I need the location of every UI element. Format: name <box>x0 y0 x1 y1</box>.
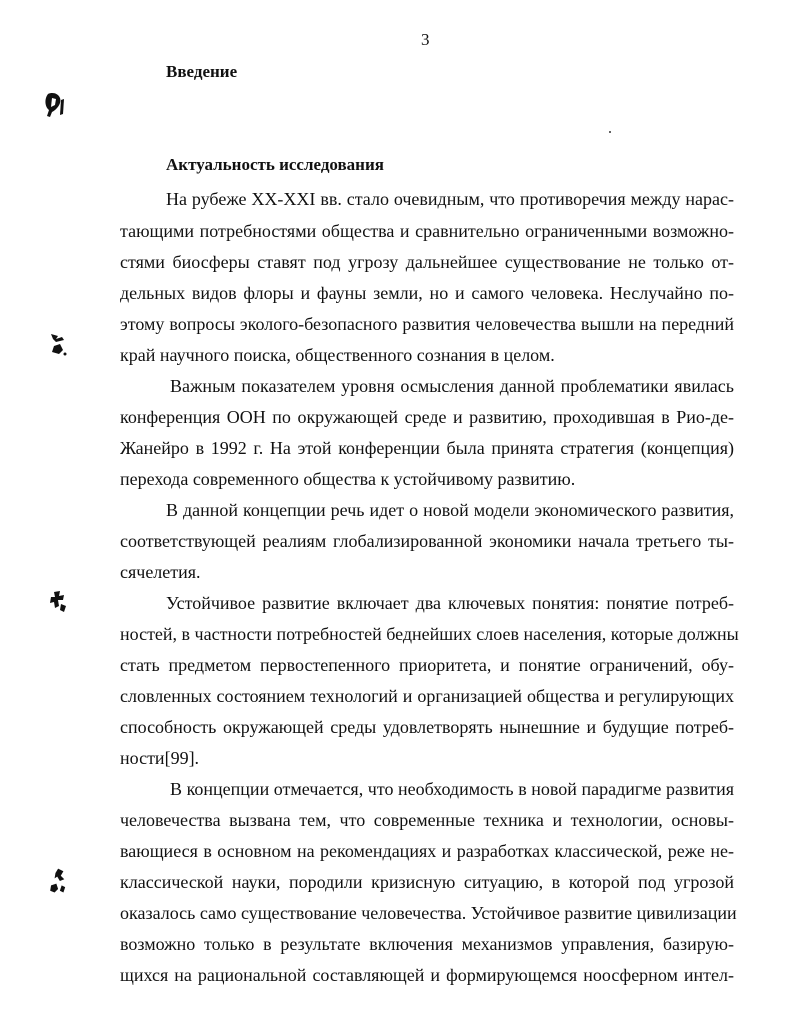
body-line: оказалось само существование человечества. Устойчивое развитие цивилизации <box>120 903 737 923</box>
body-line: стями биосферы ставят под угрозу дальнейшее существование не только от- <box>120 252 734 272</box>
body-line: дельных видов флоры и фауны земли, но и самого человека. Неслучайно по- <box>120 283 734 303</box>
body-line: щихся на рациональной составляющей и формирующемся ноосферном интел- <box>120 965 734 985</box>
body-line: Важным показателем уровня осмысления данной проблематики явилась <box>170 376 734 396</box>
heading-introduction: Введение <box>166 62 238 81</box>
heading-relevance: Актуальность исследования <box>166 155 384 174</box>
body-line: стать предметом первостепенного приоритета, и понятие ограничений, обу- <box>120 655 734 675</box>
body-line: ностей, в частности потребностей беднейших слоев населения, которые должны <box>120 624 739 644</box>
body-line: Жанейро в 1992 г. На этой конференции была принята стратегия (концепция) <box>120 438 734 458</box>
body-line: человечества вызвана тем, что современные техника и технологии, основы- <box>120 810 734 830</box>
body-line: тающими потребностями общества и сравнительно ограниченными возможно- <box>120 221 734 241</box>
body-line: перехода современного общества к устойчивому развитию. <box>120 469 576 489</box>
body-line: край научного поиска, общественного сознания в целом. <box>120 345 555 365</box>
body-line: конференция ООН по окружающей среде и развитию, проходившая в Рио-де- <box>120 407 734 427</box>
body-line: словленных состоянием технологий и организацией общества и регулирующих <box>120 686 734 706</box>
scan-artifact-mark <box>42 90 68 120</box>
body-line: В концепции отмечается, что необходимость в новой парадигме развития <box>170 779 734 799</box>
body-line: возможно только в результате включения механизмов управления, базирую- <box>120 934 734 954</box>
scan-artifact-mark <box>46 588 72 618</box>
body-line: На рубеже XX-XXI вв. стало очевидным, что противоречия между нарас- <box>166 189 734 209</box>
body-line: сячелетия. <box>120 562 201 582</box>
body-line: ности[99]. <box>120 748 200 768</box>
body-line: В данной концепции речь идет о новой модели экономического развития, <box>166 500 734 520</box>
body-line: Устойчивое развитие включает два ключевых понятия: понятие потреб- <box>166 593 734 613</box>
body-line: этому вопросы эколого-безопасного развития человечества вышли на передний <box>120 314 734 334</box>
body-line: соответствующей реалиям глобализированной экономики начала третьего ты- <box>120 531 734 551</box>
body-line: вающиеся в основном на рекомендациях и разработках классической, реже не- <box>120 841 734 861</box>
scan-dot <box>609 131 611 133</box>
scan-artifact-mark <box>46 866 72 896</box>
scan-artifact-mark <box>48 330 74 360</box>
body-line: способность окружающей среды удовлетворять нынешние и будущие потреб- <box>120 717 734 737</box>
body-line: классической науки, породили кризисную ситуацию, в которой под угрозой <box>120 872 734 892</box>
page-number: 3 <box>421 30 430 49</box>
